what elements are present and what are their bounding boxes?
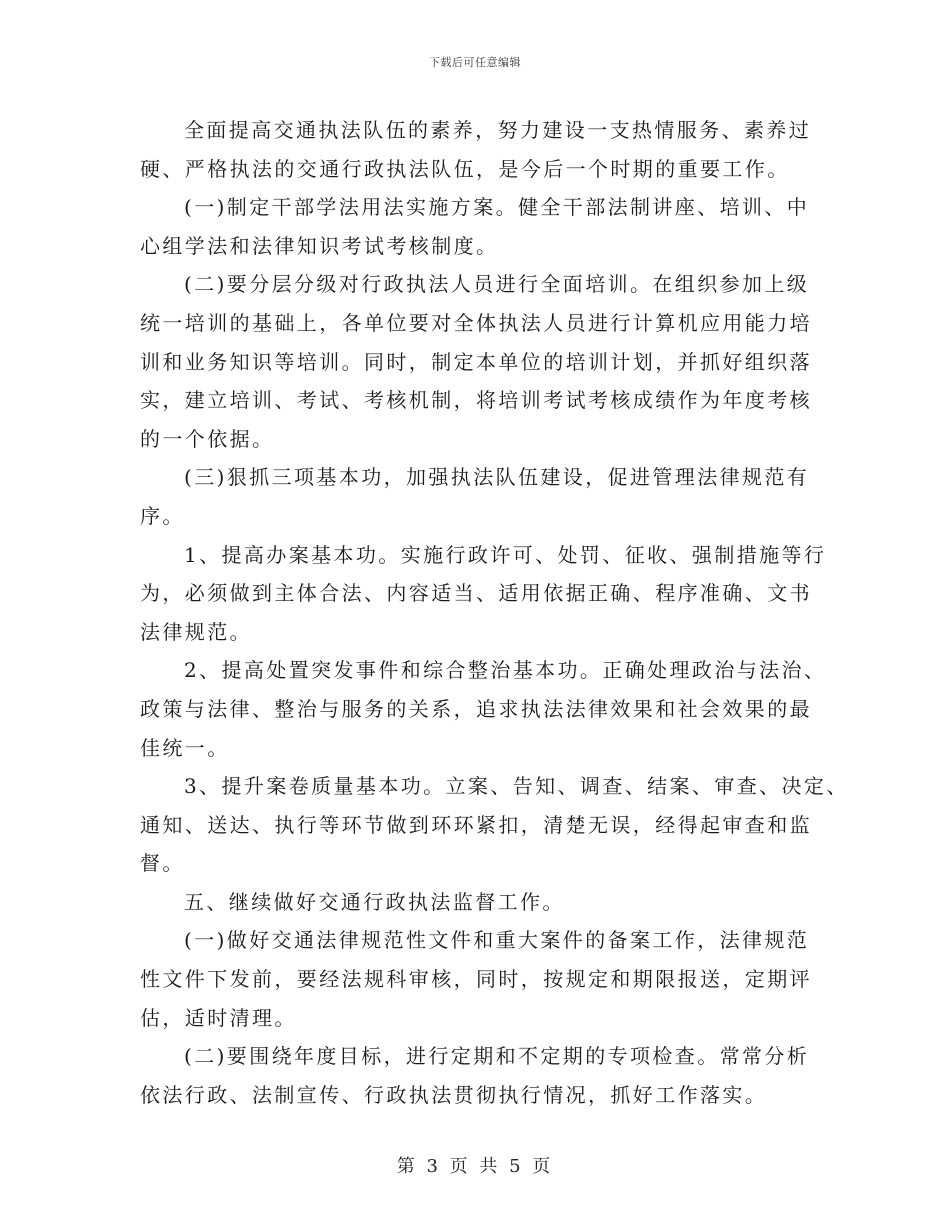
text-line: 的一个依据。: [140, 426, 275, 451]
text-line: 训和业务知识等培训。同时，制定本单位的培训计划，并抓好组织落: [140, 349, 812, 374]
text-line: (一)制定干部学法用法实施方案。健全干部法制讲座、培训、中: [184, 195, 810, 220]
text-line: (三)狠抓三项基本功，加强执法队伍建设，促进管理法律规范有: [184, 465, 810, 490]
text-line: 序。: [140, 503, 185, 528]
text-line: 性文件下发前，要经法规科审核，同时，按规定和期限报送，定期评: [140, 967, 812, 992]
text-line: (二)要分层分级对行政执法人员进行全面培训。在组织参加上级: [184, 272, 810, 297]
text-line: (一)做好交通法律规范性文件和重大案件的备案工作，法律规范: [184, 928, 810, 953]
text-line: 硬、严格执法的交通行政执法队伍，是今后一个时期的重要工作。: [140, 156, 790, 181]
text-line: 统一培训的基础上，各单位要对全体执法人员进行计算机应用能力培: [140, 310, 812, 335]
text-line: 政策与法律、整治与服务的关系，追求执法法律效果和社会效果的最: [140, 696, 812, 721]
page-header: 下载后可任意编辑: [429, 56, 521, 69]
text-line: 为，必须做到主体合法、内容适当、适用依据正确、程序准确、文书: [140, 581, 812, 606]
text-line: 1、提高办案基本功。实施行政许可、处罚、征收、强制措施等行: [184, 542, 827, 567]
text-line: 法律规范。: [140, 619, 252, 644]
text-line: 全面提高交通执法队伍的素养，努力建设一支热情服务、素养过: [184, 118, 812, 142]
page-footer: 第 3 页 共 5 页: [396, 1156, 554, 1177]
text-line: 实，建立培训、考试、考核机制，将培训考试考核成绩作为年度考核: [140, 388, 812, 413]
text-line: 依法行政、法制宣传、行政执法贯彻执行情况，抓好工作落实。: [140, 1082, 768, 1107]
document-body: [140, 111, 849, 1114]
text-line: 2、提高处置突发事件和综合整治基本功。正确处理政治与法治、: [184, 658, 827, 683]
text-line: 估，适时清理。: [140, 1005, 297, 1030]
text-line: 五、继续做好交通行政执法监督工作。: [184, 889, 565, 914]
text-line: (二)要围绕年度目标，进行定期和不定期的专项检查。常常分析: [184, 1044, 810, 1069]
text-line: 通知、送达、执行等环节做到环环紧扣，清楚无误，经得起审查和监: [140, 812, 812, 837]
text-line: 佳统一。: [140, 735, 230, 760]
text-line: 心组学法和法律知识考试考核制度。: [140, 233, 499, 258]
text-line: 督。: [140, 851, 185, 876]
text-line: 3、提升案卷质量基本功。立案、告知、调查、结案、审查、决定、: [184, 774, 849, 799]
